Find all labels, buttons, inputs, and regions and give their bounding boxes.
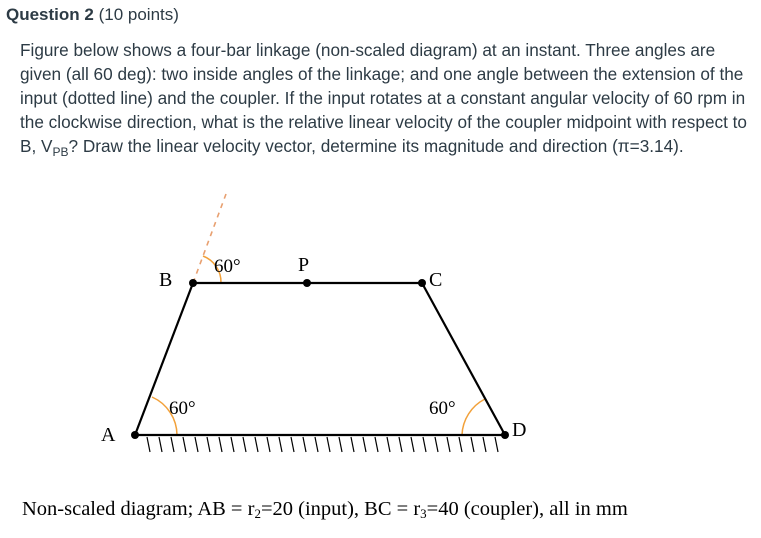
ground-hatch-mark (255, 437, 258, 452)
label-d: D (512, 419, 527, 441)
ground-hatch-mark (159, 437, 162, 452)
ground-hatch-mark (423, 437, 426, 452)
ground-hatch-mark (471, 437, 474, 452)
ground-hatch-mark (219, 437, 222, 452)
joint-d (501, 431, 509, 439)
angle-label-d: 60° (429, 398, 456, 419)
ground-hatch-mark (303, 437, 306, 452)
ground-hatch-mark (399, 437, 402, 452)
ground-hatch-mark (483, 437, 486, 452)
label-c: C (429, 269, 443, 291)
joint-b (189, 279, 197, 287)
ground-hatch-mark (183, 437, 186, 452)
ground-hatch-mark (327, 437, 330, 452)
angle-label-b: 60° (214, 256, 241, 277)
prompt-text-end: ? Draw the linear velocity vector, determine its magnitude and direction (π=3.14). (68, 136, 684, 156)
ground-hatch-mark (147, 437, 150, 452)
ground-hatch-mark (339, 437, 342, 452)
ground-hatch-mark (387, 437, 390, 452)
ground-hatch-mark (447, 437, 450, 452)
ground-hatch-mark (375, 437, 378, 452)
angle-arc-d (462, 399, 485, 435)
ground-hatch-mark (315, 437, 318, 452)
joint-p (303, 279, 311, 287)
ground-hatch-mark (363, 437, 366, 452)
ground-hatch-mark (231, 437, 234, 452)
ground-hatch-mark (207, 437, 210, 452)
question-points: (10 points) (98, 5, 179, 24)
ground-hatch-mark (435, 437, 438, 452)
label-p: P (298, 254, 310, 276)
label-a: A (101, 424, 116, 446)
joint-a (131, 431, 139, 439)
ground-hatch-mark (495, 437, 498, 452)
angle-label-a: 60° (169, 398, 196, 419)
velocity-subscript: PB (52, 145, 69, 159)
question-number: Question 2 (6, 5, 94, 24)
label-b: B (159, 269, 173, 291)
ground-hatch-mark (411, 437, 414, 452)
ground-hatch-mark (171, 437, 174, 452)
prompt-text-start: Figure below shows a four-bar linkage (non-scaled diagram) at an instant. Three angles are given (all 60 deg): two inside angles of the linkage; and one angle between the extension of the input (dotted line) and the coupler. If the input rotates at a constant angular velocity of 60 rpm in the clockwise direction, what is the relative linear velocity of the coupler midpoint with respect to B, V (20, 40, 747, 156)
ground-hatch-mark (243, 437, 246, 452)
joint-c (418, 279, 426, 287)
ground-hatch-mark (351, 437, 354, 452)
ground-hatching (147, 437, 498, 452)
ground-hatch-mark (279, 437, 282, 452)
ground-hatch-mark (195, 437, 198, 452)
ground-hatch-mark (459, 437, 462, 452)
ground-hatch-mark (267, 437, 270, 452)
ground-hatch-mark (291, 437, 294, 452)
figure-caption: Non-scaled diagram; AB = r2=20 (input), BC = r3=40 (coupler), all in mm (22, 498, 628, 521)
